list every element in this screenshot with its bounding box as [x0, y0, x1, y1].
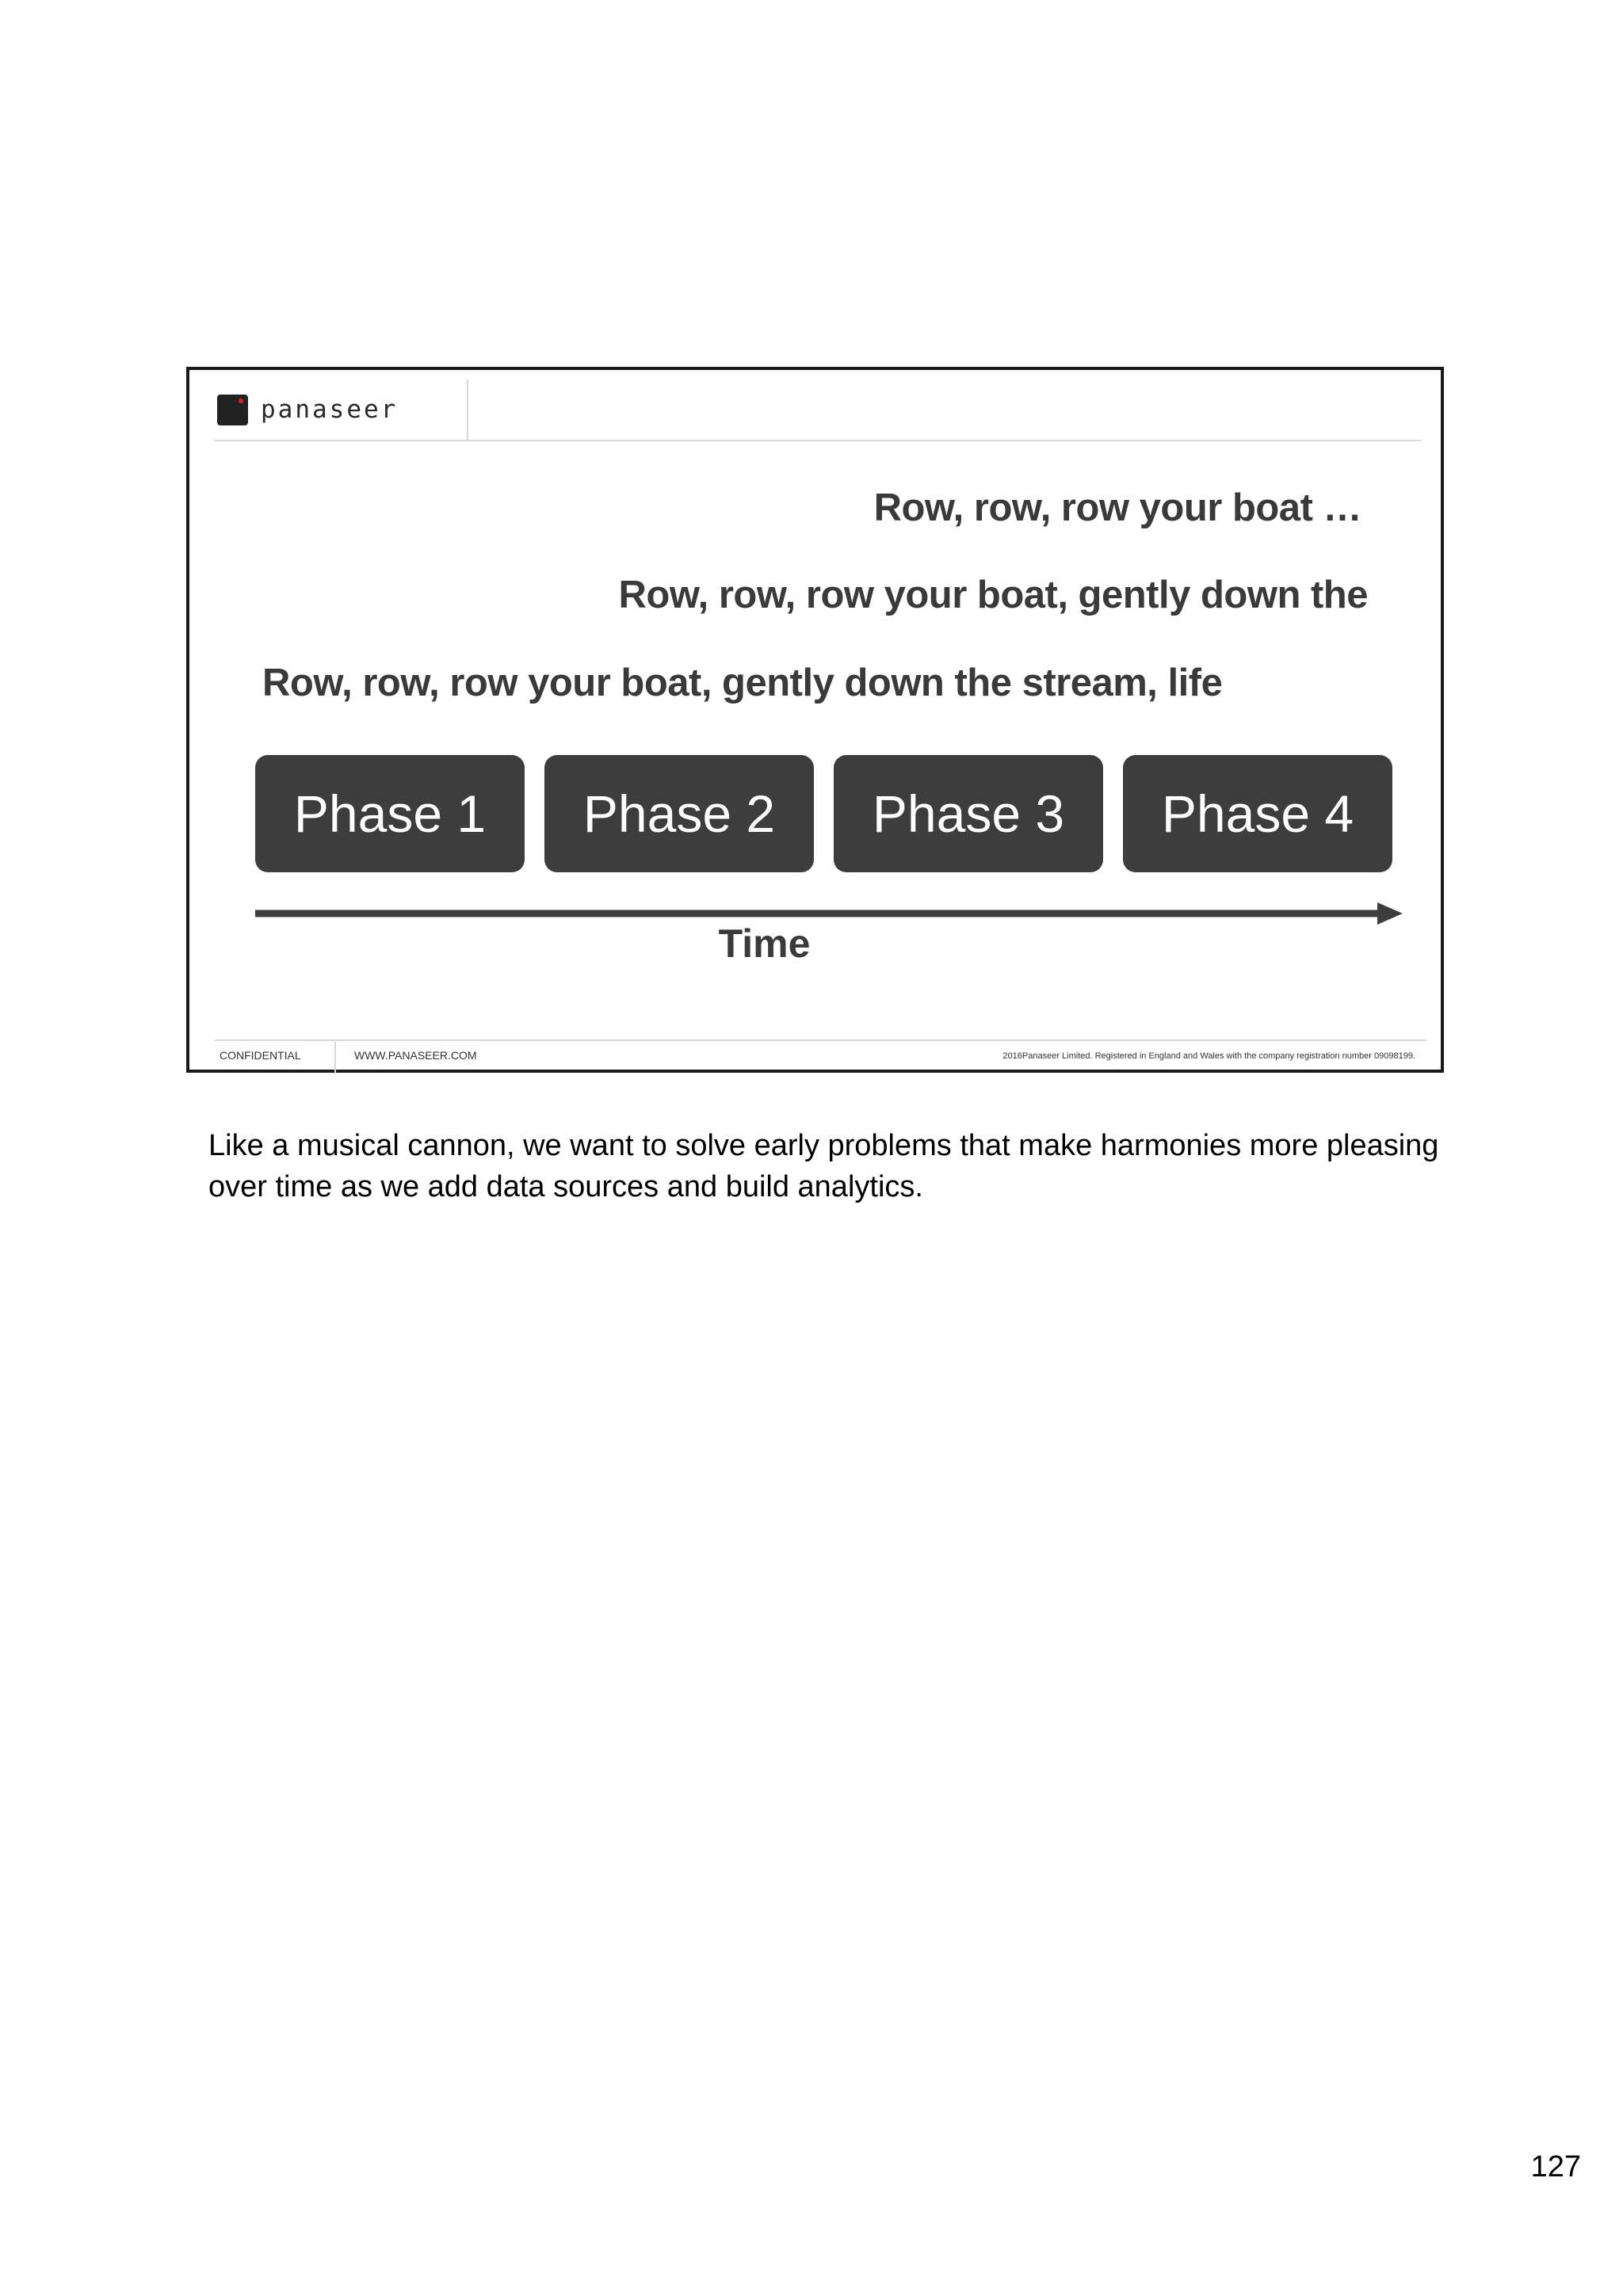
slide	[186, 367, 1444, 1073]
phase-box-3: Phase 3	[834, 755, 1103, 872]
time-label-wrap	[189, 921, 1441, 967]
time-label: Time	[718, 921, 811, 966]
footer-website: WWW.PANASEER.COM	[354, 1049, 477, 1062]
footer-legal: 2016Panaseer Limited. Registered in England and Wales with the company registration number 09098199.	[1002, 1051, 1415, 1061]
page-number: 127	[1530, 2150, 1581, 2183]
phase-row	[255, 755, 1392, 872]
panaseer-logo-icon	[217, 395, 248, 425]
phase-box-1: Phase 1	[255, 755, 525, 872]
lyric-line-2: Row, row, row your boat, gently down the	[618, 574, 1368, 616]
lyric-line-1: Row, row, row your boat …	[873, 486, 1361, 529]
speaker-notes: Like a musical cannon, we want to solve early problems that make harmonies more pleasing over time as we add data sources and build analytics.	[208, 1129, 1439, 1203]
logo	[217, 392, 398, 427]
header-rule	[215, 440, 1421, 441]
phase-box-4: Phase 4	[1123, 755, 1392, 872]
phase-box-2: Phase 2	[544, 755, 814, 872]
lyric-line-3: Row, row, row your boat, gently down the stream, life	[262, 662, 1223, 704]
footer-divider	[334, 1042, 336, 1074]
footer-rule	[215, 1039, 1426, 1041]
header-divider	[467, 379, 468, 441]
logo-text: panaseer	[261, 395, 399, 424]
footer-confidential: CONFIDENTIAL	[220, 1049, 301, 1062]
